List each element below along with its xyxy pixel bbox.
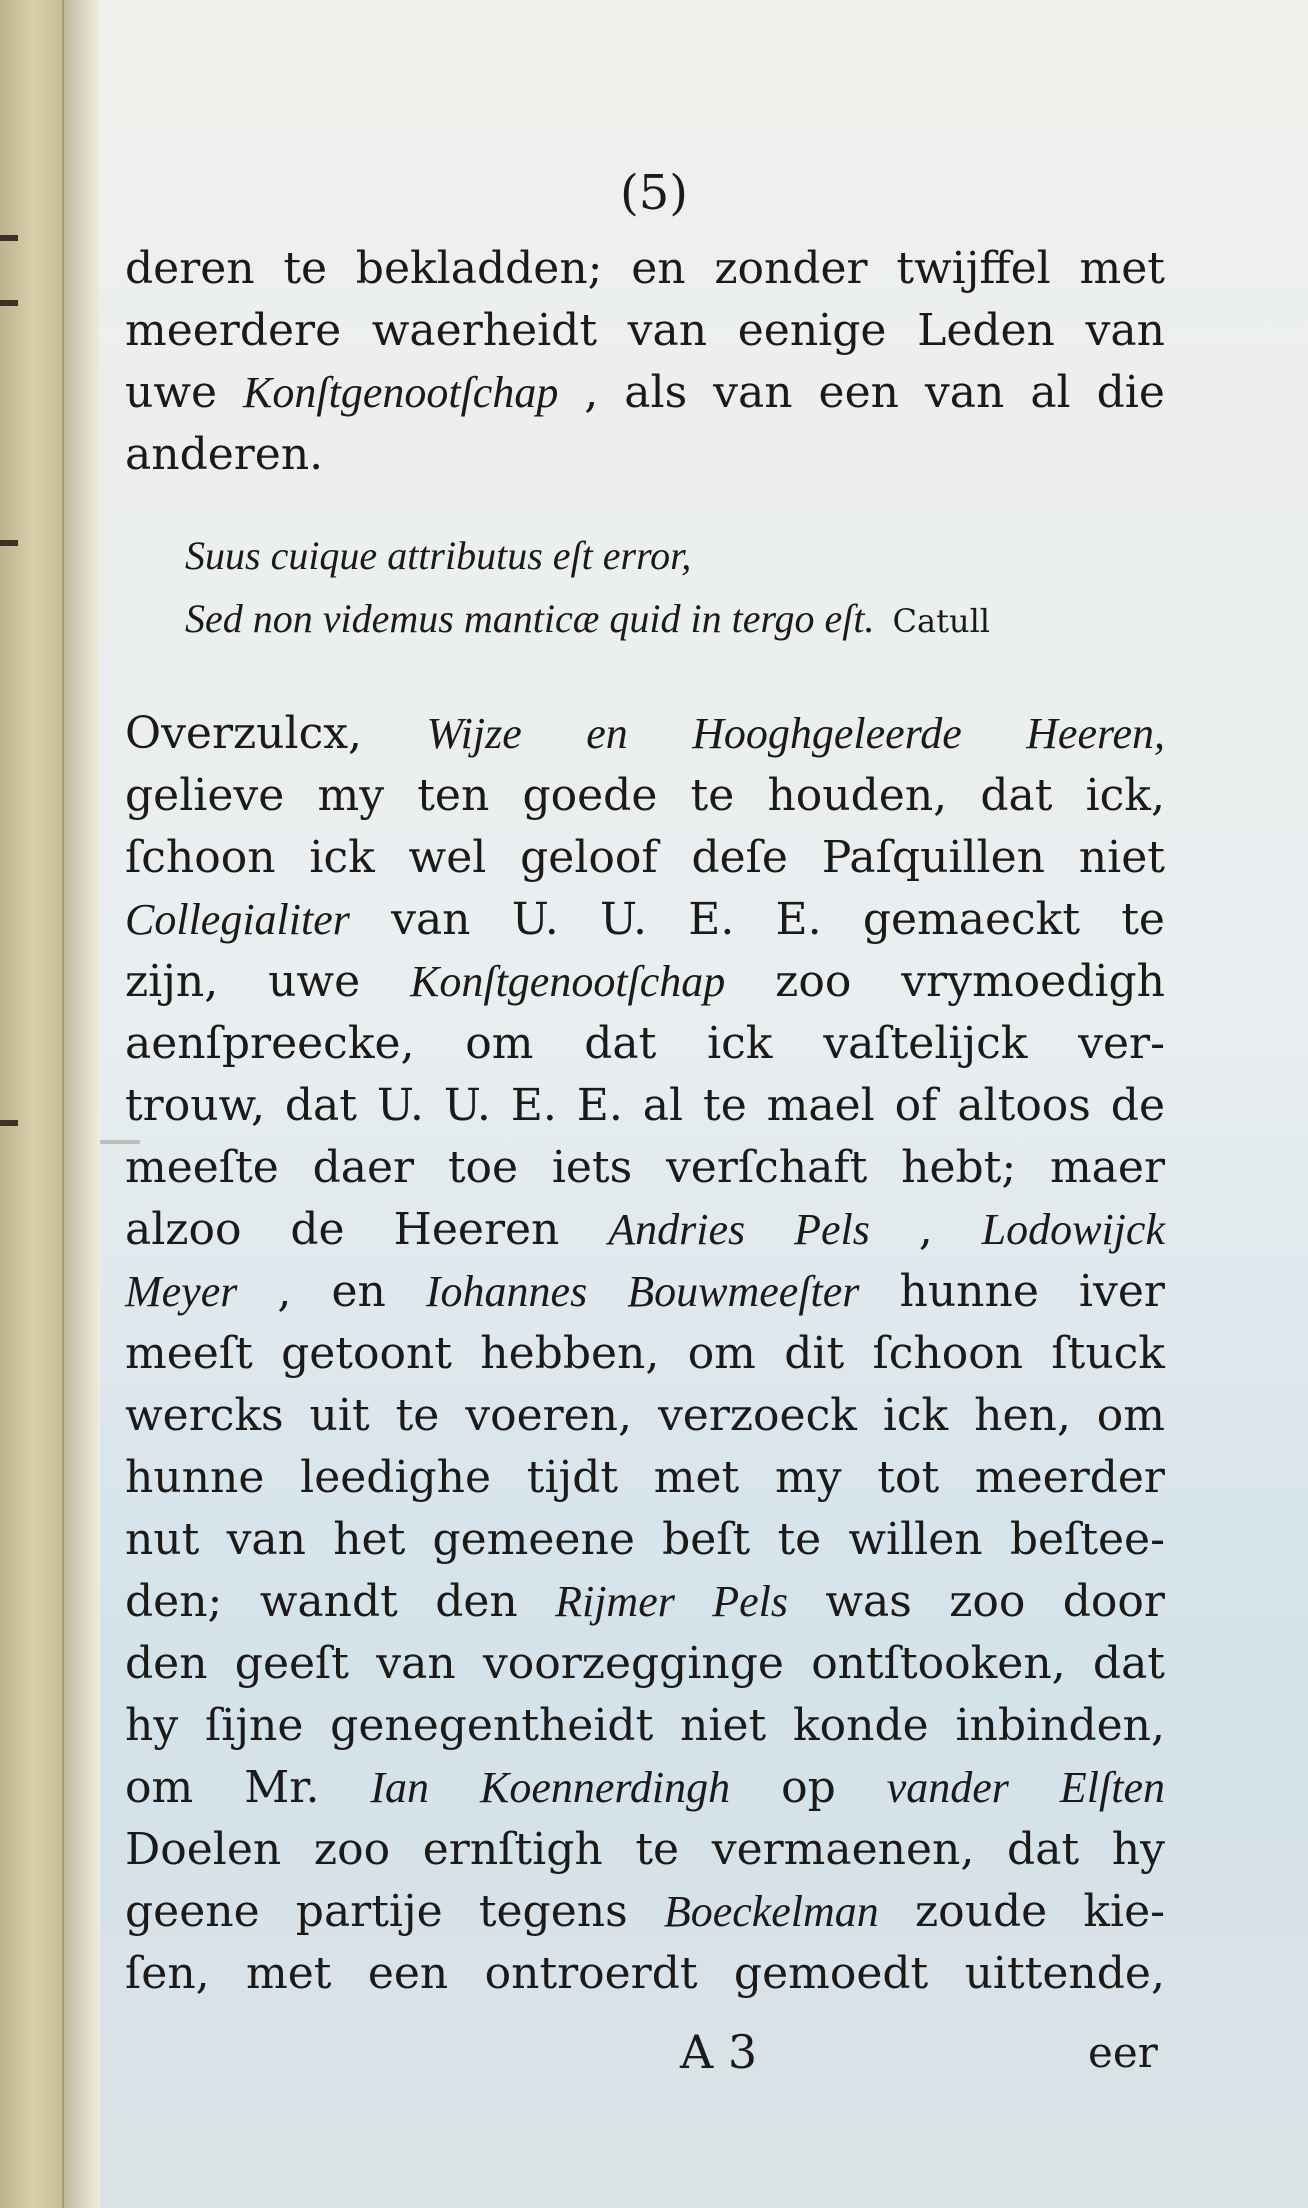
- word: ſijne: [204, 1700, 304, 1751]
- word: trouw,: [125, 1080, 265, 1131]
- text-line: [125, 1945, 1165, 2003]
- word: partije: [295, 1886, 443, 1937]
- word: gemeene: [432, 1514, 635, 1565]
- signature-mark: A 3: [680, 2025, 758, 2079]
- word: een: [367, 1948, 449, 1999]
- word: de: [1110, 1080, 1165, 1131]
- word: te: [690, 770, 735, 821]
- word: om: [1096, 1390, 1165, 1441]
- word: getoont: [281, 1328, 452, 1379]
- word: met: [1079, 243, 1165, 294]
- word: van: [1085, 305, 1165, 356]
- word: iver: [1078, 1266, 1165, 1317]
- word: alzoo: [125, 1204, 242, 1255]
- word: van: [376, 1638, 456, 1689]
- word: willen: [848, 1514, 983, 1565]
- word: eenige: [737, 305, 887, 356]
- word: meerdere: [125, 305, 342, 356]
- text-line: [125, 1201, 1165, 1259]
- word: ick,: [1085, 770, 1165, 821]
- text-line: [125, 705, 1165, 763]
- word: dat: [1007, 1824, 1080, 1875]
- word: niet: [1078, 832, 1165, 883]
- word: nut: [125, 1514, 200, 1565]
- word: ontſtooken,: [811, 1638, 1066, 1689]
- text-line: [125, 302, 1165, 360]
- word: te: [635, 1824, 680, 1875]
- word: het: [333, 1514, 406, 1565]
- word: voorzegginge: [482, 1638, 784, 1689]
- word: ſchoon: [872, 1328, 1024, 1379]
- text-line: [125, 1883, 1165, 1941]
- word: een: [818, 367, 899, 418]
- text-line: [125, 1325, 1165, 1383]
- word: tijdt: [526, 1452, 619, 1503]
- word: Koennerdingh: [480, 1763, 731, 1812]
- text-line: [125, 426, 1165, 484]
- word: om: [465, 1018, 534, 1069]
- word: van: [713, 367, 793, 418]
- text-line: [125, 1015, 1165, 1073]
- word: zijn,: [125, 956, 219, 1007]
- word: hy: [125, 1700, 179, 1751]
- word: gemoedt: [733, 1948, 929, 1999]
- word: anderen.: [125, 429, 324, 480]
- word: goede: [522, 770, 658, 821]
- word: ,: [584, 367, 599, 418]
- word: genegentheidt: [330, 1700, 654, 1751]
- word: zoo: [949, 1576, 1026, 1627]
- text-line: [125, 829, 1165, 887]
- word: door: [1062, 1576, 1165, 1627]
- word: Ian: [370, 1763, 430, 1812]
- word: Heeren,: [1026, 709, 1165, 758]
- word: op: [781, 1762, 836, 1813]
- word: geene: [125, 1886, 260, 1937]
- word: dit: [784, 1328, 845, 1379]
- word: met: [653, 1452, 740, 1503]
- word: twijffel: [896, 243, 1051, 294]
- word: Meyer: [125, 1267, 238, 1316]
- word: Iohannes: [425, 1267, 588, 1316]
- word: iets: [551, 1142, 633, 1193]
- text-line: [125, 1573, 1165, 1631]
- word: U.: [511, 894, 559, 945]
- word: om: [125, 1762, 194, 1813]
- word: Mr.: [244, 1762, 320, 1813]
- word: van: [627, 305, 708, 356]
- word: E.: [775, 894, 822, 945]
- word: waerheidt: [371, 305, 598, 356]
- word: Elſten: [1059, 1763, 1165, 1812]
- word: Rijmer: [555, 1577, 675, 1626]
- word: Konſtgenootſchap: [410, 957, 726, 1006]
- word: meeſte: [125, 1142, 279, 1193]
- word: my: [317, 770, 385, 821]
- text-line: [125, 1387, 1165, 1445]
- word: U.: [599, 894, 647, 945]
- word: vaſtelijck: [823, 1018, 1028, 1069]
- word: ſen,: [125, 1948, 210, 1999]
- word: Lodowijck: [981, 1205, 1165, 1254]
- word: U.: [443, 1080, 491, 1131]
- word: my: [774, 1452, 842, 1503]
- latin-quote-line-2: Sed non videmus manticæ quid in tergo eſt. Catull: [185, 596, 991, 641]
- word: maer: [1049, 1142, 1165, 1193]
- word: Doelen: [125, 1824, 282, 1875]
- word: dat: [584, 1018, 657, 1069]
- word: konde: [792, 1700, 929, 1751]
- word: hen,: [974, 1390, 1071, 1441]
- word: gelieve: [125, 770, 285, 821]
- word: Pels: [794, 1205, 870, 1254]
- word: ,: [277, 1266, 292, 1317]
- word: U.: [376, 1080, 424, 1131]
- word: dat: [980, 770, 1053, 821]
- word: zoo: [313, 1824, 391, 1875]
- word: of: [894, 1080, 938, 1131]
- word: geloof: [520, 832, 658, 883]
- word: hy: [1111, 1824, 1165, 1875]
- word: kie-: [1083, 1886, 1165, 1937]
- text-line: [125, 1077, 1165, 1135]
- word: van: [391, 894, 471, 945]
- word: ten: [417, 770, 490, 821]
- text-line: [125, 1263, 1165, 1321]
- text-line: [125, 891, 1165, 949]
- word: Pels: [712, 1577, 788, 1626]
- word: ick: [882, 1390, 949, 1441]
- quote-citation: Catull: [892, 602, 991, 640]
- word: zoo: [775, 956, 852, 1007]
- word: uit: [309, 1390, 370, 1441]
- word: Leden: [917, 305, 1055, 356]
- text-line: [125, 240, 1165, 298]
- word: uittende,: [964, 1948, 1165, 1999]
- word: Konſtgenootſchap: [243, 368, 559, 417]
- word: Wijze: [426, 709, 522, 758]
- word: verzoeck: [657, 1390, 857, 1441]
- word: ontroerdt: [484, 1948, 698, 1999]
- word: gemaeckt: [862, 894, 1081, 945]
- catchword: eer: [1088, 2028, 1158, 2077]
- word: Bouwmeeſter: [627, 1267, 860, 1316]
- word: houden,: [767, 770, 948, 821]
- word: inbinden,: [955, 1700, 1165, 1751]
- word: uwe: [268, 956, 361, 1007]
- text-line: [125, 953, 1165, 1011]
- word: Overzulcx,: [125, 708, 363, 759]
- word: hebben,: [480, 1328, 660, 1379]
- word: en: [586, 709, 628, 758]
- text-line: [125, 1759, 1165, 1817]
- word: te: [283, 243, 328, 294]
- word: en: [331, 1266, 386, 1317]
- text-line: [125, 1511, 1165, 1569]
- word: Andries: [608, 1205, 746, 1254]
- word: ſtuck: [1051, 1328, 1165, 1379]
- word: daer: [312, 1142, 415, 1193]
- word: tegens: [478, 1886, 628, 1937]
- word: bekladden;: [355, 243, 603, 294]
- word: om: [687, 1328, 756, 1379]
- word: hunne: [125, 1452, 265, 1503]
- book-gutter: [62, 0, 100, 2208]
- word: uwe: [125, 367, 218, 418]
- word: Boeckelman: [663, 1887, 879, 1936]
- word: deſe: [691, 832, 788, 883]
- word: van: [226, 1514, 306, 1565]
- word: ,: [918, 1204, 933, 1255]
- word: hunne: [899, 1266, 1039, 1317]
- word: tot: [877, 1452, 940, 1503]
- word: vrymoedigh: [901, 956, 1165, 1007]
- word: Heeren: [393, 1204, 560, 1255]
- word: mael: [766, 1080, 875, 1131]
- word: zonder: [714, 243, 868, 294]
- word: ver-: [1078, 1018, 1165, 1069]
- word: wandt: [259, 1576, 398, 1627]
- word: aenſpreecke,: [125, 1018, 415, 1069]
- text-line: [125, 1449, 1165, 1507]
- word: toe: [447, 1142, 519, 1193]
- text-line: [125, 1139, 1165, 1197]
- word: wercks: [125, 1390, 284, 1441]
- word: dat: [1092, 1638, 1165, 1689]
- facing-page-edge: [0, 0, 64, 2208]
- word: zoude: [914, 1886, 1048, 1937]
- word: meerder: [974, 1452, 1165, 1503]
- word: ſchoon: [125, 832, 276, 883]
- word: beſtee-: [1009, 1514, 1165, 1565]
- text-line: [125, 364, 1165, 422]
- word: te: [703, 1080, 747, 1131]
- word: die: [1096, 367, 1165, 418]
- word: wel: [408, 832, 487, 883]
- text-line: [125, 767, 1165, 825]
- word: vermaenen,: [711, 1824, 975, 1875]
- word: den;: [125, 1576, 223, 1627]
- word: en: [631, 243, 686, 294]
- word: met: [246, 1948, 332, 1999]
- word: van: [924, 367, 1005, 418]
- text-line: [125, 1821, 1165, 1879]
- text-line: [125, 1697, 1165, 1755]
- word: vander: [886, 1763, 1009, 1812]
- word: den: [125, 1638, 208, 1689]
- word: te: [1121, 894, 1165, 945]
- word: te: [395, 1390, 440, 1441]
- word: verſchaft: [665, 1142, 868, 1193]
- latin-quote-line-1: Suus cuique attributus eſt error,: [185, 533, 692, 578]
- word: Paſquillen: [821, 832, 1045, 883]
- word: ernſtigh: [422, 1824, 603, 1875]
- word: te: [777, 1514, 822, 1565]
- word: meeſt: [125, 1328, 253, 1379]
- word: hebt;: [901, 1142, 1017, 1193]
- word: niet: [680, 1700, 767, 1751]
- word: ick: [707, 1018, 773, 1069]
- text-line: [125, 1635, 1165, 1693]
- word: als: [624, 367, 688, 418]
- word: was: [825, 1576, 912, 1627]
- word: al: [642, 1080, 684, 1131]
- word: deren: [125, 243, 255, 294]
- word: de: [290, 1204, 345, 1255]
- word: E.: [510, 1080, 557, 1131]
- word: Collegialiter: [125, 895, 350, 944]
- word: Hooghgeleerde: [692, 709, 962, 758]
- word: voeren,: [465, 1390, 633, 1441]
- page-number: (5): [620, 165, 688, 221]
- word: ick: [309, 832, 375, 883]
- word: E.: [688, 894, 735, 945]
- word: dat: [284, 1080, 357, 1131]
- word: altoos: [957, 1080, 1091, 1131]
- word: E.: [576, 1080, 623, 1131]
- word: leedighe: [300, 1452, 492, 1503]
- word: al: [1030, 367, 1071, 418]
- word: beſt: [662, 1514, 751, 1565]
- word: den: [435, 1576, 518, 1627]
- word: geeſt: [234, 1638, 349, 1689]
